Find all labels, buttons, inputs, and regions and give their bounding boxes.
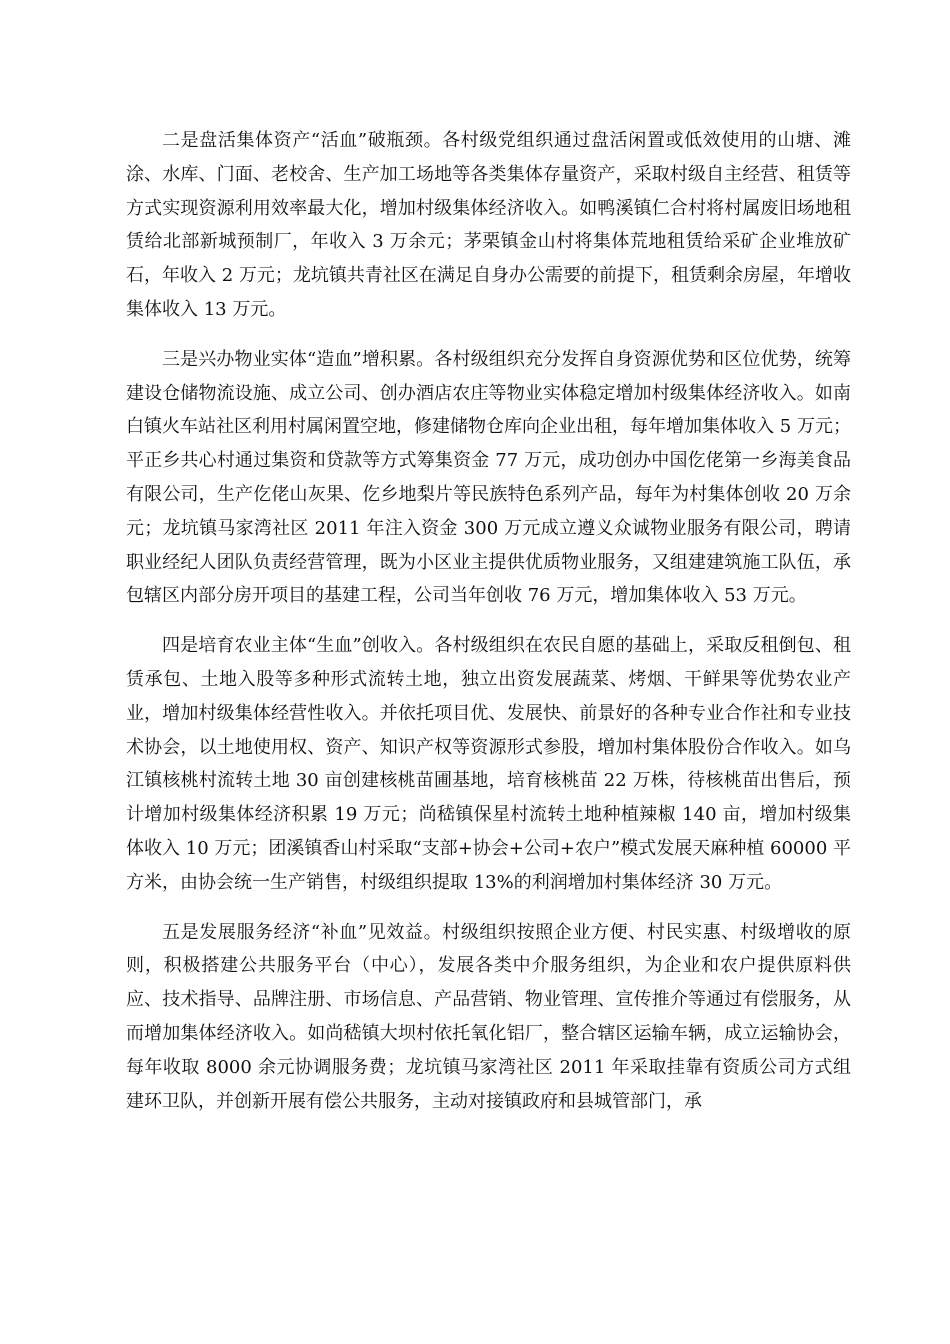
paragraph-service-economy: 五是发展服务经济“补血”见效益。村级组织按照企业方便、村民实惠、村级增收的原则，积极搭建公共服务平台（中心），发展各类中介服务组织，为企业和农户提供原料供应、技术指导、品牌注册、市场信息、产品营销、物业管理、宣传推介等通过有偿服务，从而增加集体经济收入。如尚嵇镇大坝村依托氧化铝厂，整合辖区运输车辆，成立运输协会，每年收取 8000 余元协调服务费；龙坑镇马家湾社区 2011 年采取挂靠有资质公司方式组建环卫队，并创新开展有偿公共服务，主动对接镇政府和县城管部门，承 [126, 921, 851, 1112]
paragraph-property-entities: 三是兴办物业实体“造血”增积累。各村级组织充分发挥自身资源优势和区位优势，统筹建设仓储物流设施、成立公司、创办酒店农庄等物业实体稳定增加村级集体经济收入。如南白镇火车站社区利用村属闲置空地，修建储物仓库向企业出租，每年增加集体收入 5 万元；平正乡共心村通过集资和贷款等方式筹集资金 77 万元，成功创办中国仡佬第一乡海美食品有限公司，生产仡佬山灰果、仡乡地梨片等民族特色系列产品，每年为村集体创收 20 万余元；龙坑镇马家湾社区 2011 年注入资金 300 万元成立遵义众诚物业服务有限公司，聘请职业经纪人团队负责经营管理，既为小区业主提供优质物业服务，又组建建筑施工队伍，承包辖区内部分房开项目的基建工程，公司当年创收 76 万元，增加集体收入 53 万元。 [126, 348, 851, 607]
paragraph-agriculture-entities: 四是培育农业主体“生血”创收入。各村级组织在农民自愿的基础上，采取反租倒包、租赁承包、土地入股等多种形式流转土地，独立出资发展蔬菜、烤烟、干鲜果等优势农业产业，增加村级集体经营性收入。并依托项目优、发展快、前景好的各种专业合作社和专业技术协会，以土地使用权、资产、知识产权等资源形式参股，增加村集体股份合作收入。如乌江镇核桃村流转土地 30 亩创建核桃苗圃基地，培育核桃苗 22 万株，待核桃苗出售后，预计增加村级集体经济积累 19 万元；尚嵇镇保星村流转土地种植辣椒 140 亩，增加村级集体收入 10 万元；团溪镇香山村采取“支部+协会+公司+农户”模式发展天麻种植 60000 平方米，由协会统一生产销售，村级组织提取 13%的利润增加村集体经济 30 万元。 [126, 635, 851, 893]
paragraph-revitalize-assets: 二是盘活集体资产“活血”破瓶颈。各村级党组织通过盘活闲置或低效使用的山塘、滩涂、水库、门面、老校舍、生产加工场地等各类集体存量资产，采取村级自主经营、租赁等方式实现资源利用效率最大化，增加村级集体经济收入。如鸭溪镇仁合村将村属废旧场地租赁给北部新城预制厂，年收入 3 万余元；茅栗镇金山村将集体荒地租赁给采矿企业堆放矿石，年收入 2 万元；龙坑镇共青社区在满足自身办公需要的前提下，租赁剩余房屋，年增收集体收入 13 万元。 [126, 130, 851, 320]
document-body [126, 124, 851, 1134]
